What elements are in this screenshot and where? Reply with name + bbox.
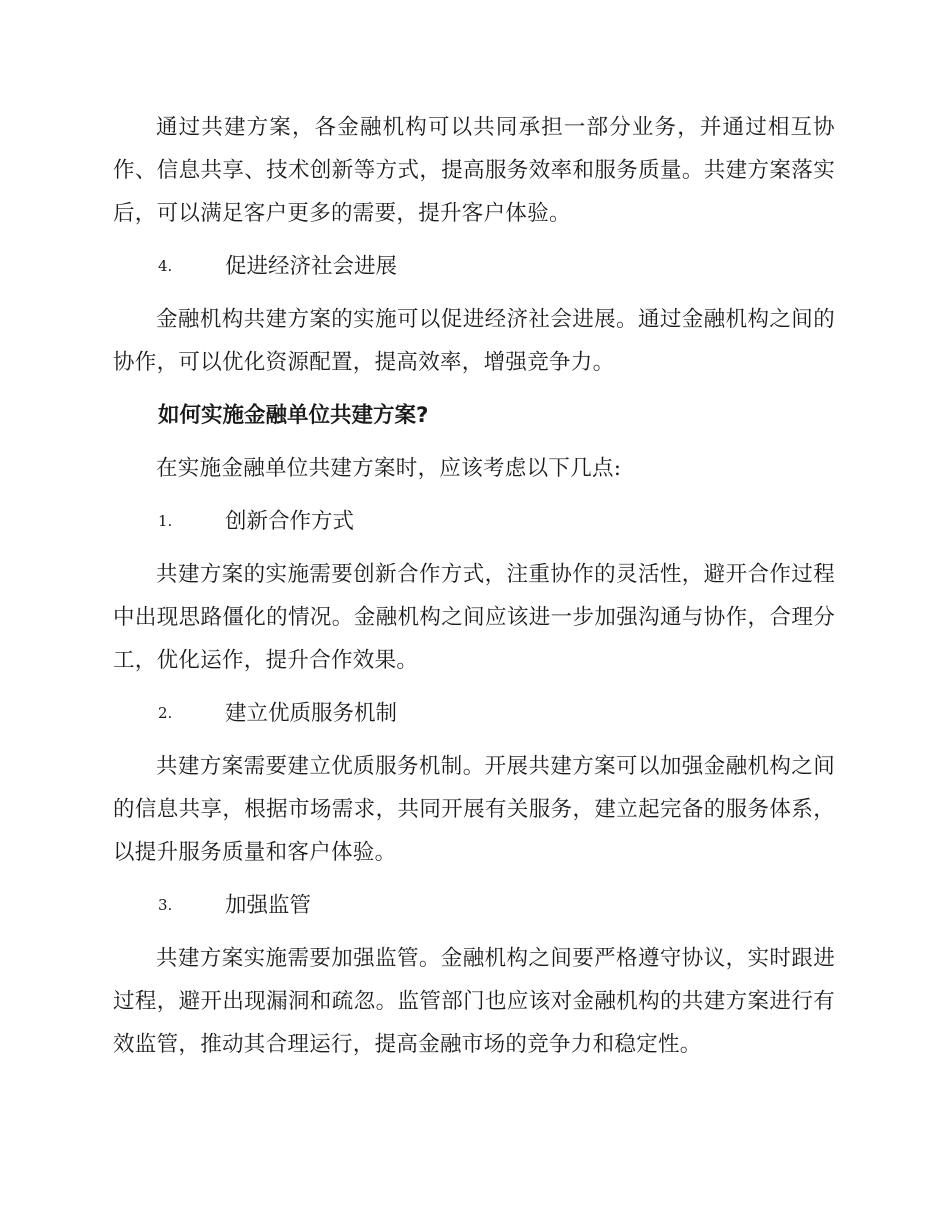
list-item-title: 加强监管 — [225, 893, 312, 918]
paragraph: 共建方案的实施需要创新合作方式，注重协作的灵活性，避开合作过程中出现思路僵化的情况。金融机构之间应该进一步加强沟通与协作，合理分工，优化运作，提升合作效果。 — [113, 562, 835, 673]
document-page — [113, 106, 835, 1066]
list-item — [113, 692, 835, 735]
paragraph: 在实施金融单位共建方案时，应该考虑以下几点: — [156, 456, 622, 481]
list-item-number: 3. — [158, 896, 173, 914]
paragraph: 通过共建方案，各金融机构可以共同承担一部分业务，并通过相互协作、信息共享、技术创新等方式，提高服务效率和服务质量。共建方案落实后，可以满足客户更多的需要，提升客户体验。 — [113, 115, 835, 226]
section-heading: 如何实施金融单位共建方案? — [158, 403, 429, 428]
paragraph: 金融机构共建方案的实施可以促进经济社会进展。通过金融机构之间的协作，可以优化资源配置，提高效率，增强竞争力。 — [113, 307, 835, 375]
list-item-title: 创新合作方式 — [225, 509, 355, 534]
list-item-title: 建立优质服务机制 — [225, 701, 398, 726]
paragraph: 共建方案实施需要加强监管。金融机构之间要严格遵守协议，实时跟进过程，避开出现漏洞和疏忽。监管部门也应该对金融机构的共建方案进行有效监管，推动其合理运行，提高金融市场的竞争力和稳定性。 — [113, 946, 835, 1057]
list-item — [113, 245, 835, 288]
list-item — [113, 884, 835, 927]
list-item-number: 4. — [158, 257, 173, 275]
list-item-title: 促进经济社会进展 — [225, 254, 398, 279]
list-item-number: 2. — [158, 704, 173, 722]
paragraph: 共建方案需要建立优质服务机制。开展共建方案可以加强金融机构之间的信息共享，根据市场需求，共同开展有关服务，建立起完备的服务体系，以提升服务质量和客户体验。 — [113, 754, 835, 865]
list-item — [113, 500, 835, 543]
list-item-number: 1. — [158, 512, 173, 530]
